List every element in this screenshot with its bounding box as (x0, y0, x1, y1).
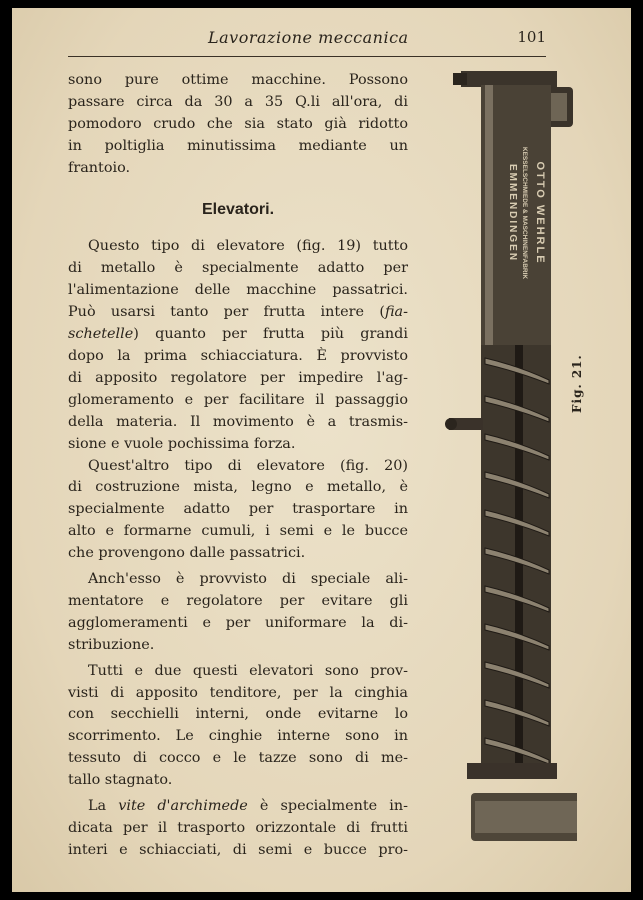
text-line: tessuto di cocco e le tazze sono di me- (68, 750, 408, 767)
text-line: alto e formarne cumuli, i semi e le bucce (68, 523, 408, 540)
text-line: Anch'esso è provvisto di speciale ali- (88, 571, 408, 588)
text-line: frantoio. (68, 159, 131, 176)
text-line: Questo tipo di elevatore (fig. 19) tutto (88, 238, 408, 255)
text-line: di costruzione mista, legno e metallo, è (68, 479, 408, 496)
paragraph-elevator-mixed (68, 456, 408, 566)
plate-town: EMMENDINGEN (507, 163, 518, 263)
text-line: sono pure ottime macchine. Possono (68, 72, 408, 88)
italic-term: fia- (384, 304, 408, 321)
pulley-rim (475, 801, 577, 833)
archimedes-screw-illustration (437, 63, 577, 843)
paragraph-elevator-metal (68, 236, 408, 455)
text-line (68, 302, 408, 324)
text-fragment: Può usarsi tanto per frutta intere ( (68, 304, 385, 321)
text-line: di apposito regolatore per impedire l'ag- (68, 369, 408, 386)
paragraph-archimedes-screw (68, 796, 408, 862)
text-line: dopo la prima schiacciatura. È provvisto (68, 347, 408, 364)
text-fragment: ) quanto per frutta più grandi (133, 326, 408, 343)
section-heading: Elevatori. (201, 200, 275, 218)
side-nut (445, 418, 457, 430)
text-line: di metallo è specialmente adatto per (68, 260, 408, 277)
text-fragment: La (88, 798, 119, 815)
paragraph-continuation (68, 70, 408, 180)
text-line: della materia. Il movimento è a trasmis- (68, 413, 408, 430)
running-title: Lavorazione meccanica (208, 28, 409, 47)
casing-highlight (485, 85, 493, 345)
text-line: dicata per il trasporto orizzontale di frutti (68, 820, 408, 836)
figure-caption: Fig. 21. (570, 354, 584, 413)
text-line: mentatore e regolatore per evitare gli (68, 592, 408, 609)
text-line: tallo stagnato. (68, 772, 173, 789)
text-line: stribuzione. (68, 636, 155, 653)
text-line: con secchielli interni, onde evitarne lo (68, 706, 408, 723)
text-line: interi e schiacciati, di semi e bucce pro- (68, 841, 408, 858)
text-line: che provengono dalle passatrici. (68, 545, 306, 562)
text-line: scorrimento. Le cinghie interne sono in (68, 728, 408, 745)
text-line: Quest'altro tipo di elevatore (fig. 20) (88, 457, 408, 474)
text-line: l'alimentazione delle macchine passatrici. (68, 282, 408, 299)
text-line: Tutti e due questi elevatori sono prov- (88, 662, 408, 679)
text-line (68, 324, 408, 346)
text-fragment: è specialmente in- (247, 798, 409, 815)
paragraph-tensioner (68, 661, 408, 792)
plate-works: KESSELSCHMIEDE & MASCHINENFABRIK (521, 146, 528, 280)
bottom-bracket (467, 763, 557, 779)
italic-term: vite d'archimede (118, 798, 248, 815)
text-line: glomeramento e per facilitare il passaggio (68, 391, 408, 408)
page-number: 101 (517, 28, 546, 46)
top-bolt (453, 73, 467, 85)
page-header (68, 18, 546, 54)
text-line: sione e vuole pochissima forza. (68, 435, 296, 452)
text-line: pomodoro crudo che sia stato già ridotto (68, 115, 408, 132)
text-line (68, 796, 408, 818)
text-line: specialmente adatto per trasportare in (68, 501, 408, 518)
text-line: passare circa da 30 a 35 Q.li all'ora, di (68, 93, 408, 110)
top-bracket (461, 71, 557, 87)
maker-plate (507, 147, 546, 279)
text-line: agglomeramenti e per uniformare la di- (68, 614, 408, 631)
paragraph-feeder (68, 569, 408, 657)
italic-term: schetelle (68, 326, 134, 343)
plate-maker: OTTO WEHRLE (534, 161, 546, 265)
header-rule (68, 56, 546, 57)
text-line: visti di apposito tenditore, per la cinghia (68, 684, 408, 701)
body-text (68, 70, 408, 862)
text-line: in poltiglia minutissima mediante un (68, 137, 408, 154)
book-page (12, 8, 631, 892)
